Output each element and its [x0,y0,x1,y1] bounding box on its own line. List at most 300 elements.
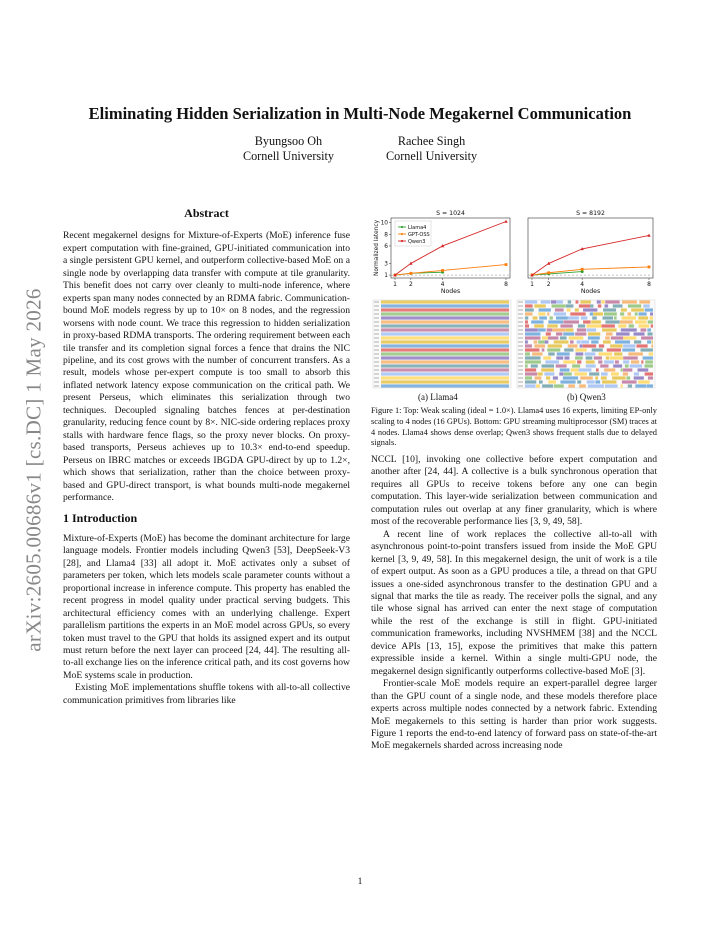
trace-bar [635,384,646,387]
arxiv-sidebar-id: arXiv:2605.00686v1 [cs.DC] 1 May 2026 [21,288,46,652]
trace-bar [568,384,575,387]
trace-bar [650,312,653,315]
author-1 [243,134,334,164]
trace-row-label [374,345,379,346]
trace-row-label [374,309,379,310]
trace-bar [647,340,651,343]
trace-bar [566,304,573,307]
trace-bar [548,380,556,383]
trace-bar [590,312,593,315]
trace-bar [578,324,585,327]
trace-bar [563,320,579,323]
trace-bar [541,368,554,371]
trace-row-label [518,345,523,346]
trace-row-label [374,353,379,354]
figure-caption: Figure 1: Top: Weak scaling (ideal = 1.0×). Llama4 uses 16 experts, limiting EP-only scaling to 4 nodes (16 GPUs). Bottom: GPU streaming multiprocessor (SM) traces at 4 nodes. Llama4 shows dense overlap; Qwen3 shows frequent stalls due to delayed signals. [371,406,657,448]
trace-bar [381,312,509,315]
trace-bar [645,372,653,375]
chart-s8192 [528,210,653,295]
trace-bar [548,320,563,323]
trace-bar [575,356,583,359]
trace-bar [643,304,649,307]
trace-row-label [518,337,523,338]
right-column [371,454,657,753]
trace-bar [635,312,638,315]
trace-bar [590,304,593,307]
trace-bar [635,320,647,323]
trace-bar [604,312,617,315]
trace-bar [525,352,530,355]
trace-bar [586,356,593,359]
trace-row-label [518,305,523,306]
trace-bar [634,332,645,335]
trace-bar [604,304,608,307]
trace-bar [628,384,632,387]
trace-bar [588,336,600,339]
trace-bar [381,380,509,383]
trace-row-label [374,377,379,378]
trace-bar [525,300,537,303]
data-point [647,234,650,237]
trace-bar [623,372,628,375]
trace-row-label [518,329,523,330]
trace-bar [594,356,602,359]
trace-bar [606,332,612,335]
trace-bar [605,336,610,339]
trace-bar [628,304,641,307]
trace-bar [648,376,653,379]
trace-bar [381,340,509,343]
author-affiliation: Cornell University [242,149,334,163]
trace-bar [605,300,619,303]
trace-row-label [374,317,379,318]
trace-bar [621,384,623,387]
trace-bar [623,360,629,363]
trace-bar [542,336,548,339]
trace-bar [575,348,586,351]
trace-bar [596,368,599,371]
trace-bar [651,324,653,327]
trace-bar [568,344,578,347]
trace-bar [381,332,509,335]
trace-row-label [518,317,523,318]
trace-row-label [374,373,379,374]
trace-bar [591,340,598,343]
trace-bar [638,316,648,319]
author-name: Byungsoo Oh [254,134,323,148]
trace-bar [639,324,650,327]
legend-marker [401,240,403,242]
trace-bar [525,364,528,367]
trace-row-label [374,329,379,330]
trace-bar [597,300,601,303]
trace-bar [641,360,643,363]
trace-bar [589,372,599,375]
trace-bar [560,324,572,327]
trace-bar [588,384,604,387]
trace-bar [554,340,569,343]
trace-bar [525,380,536,383]
trace-bar [640,348,652,351]
trace-bar [534,340,538,343]
trace-bar [576,300,579,303]
trace-bar [601,372,608,375]
trace-bar [580,344,583,347]
right-paragraph-3: Frontier-scale MoE models require an expert-parallel degree larger than the GPU count of a single node, and these models therefore place experts across multiple nodes connected by a network fabric. Extending MoE megakernels to this setting is harder than prior work suggests. Figure 1 reports the end-to-end latency of forward pass on state-of-the-art MoE megakernels sharded across increasing node [371,678,657,752]
trace-bar [611,372,619,375]
chart-title: S = 1024 [436,210,465,217]
trace-bar [560,380,575,383]
trace-bar [556,364,567,367]
trace-bar [525,340,528,343]
trace-row-label [374,321,379,322]
trace-row-label [518,377,523,378]
trace-bar [525,328,538,331]
trace-bar [554,312,566,315]
chart-title: S = 8192 [576,210,605,217]
trace-bar [555,308,564,311]
trace-bar [595,380,600,383]
trace-bar [616,332,629,335]
trace-bar [381,348,509,351]
trace-bar [581,340,589,343]
trace-bar [551,300,557,303]
y-axis-label: Normalized latency [374,219,380,277]
trace-row-label [518,321,523,322]
data-point [505,263,508,266]
trace-bar [556,356,563,359]
author-name: Rachee Singh [397,134,466,148]
trace-bar [634,372,639,375]
trace-bar [568,300,571,303]
trace-bar [563,332,574,335]
trace-bar [566,328,574,331]
trace-bar [381,364,509,367]
trace-bar [644,364,653,367]
trace-bar [623,368,632,371]
trace-bar [631,360,639,363]
subcaption-b: (b) Qwen3 [567,392,606,402]
trace-bar [602,380,616,383]
trace-bar [554,384,564,387]
trace-bar [648,320,653,323]
trace-bar [614,352,622,355]
trace-row-label [374,385,379,386]
trace-bar [637,344,648,347]
right-paragraph-2: A recent line of work replaces the collective all-to-all with asynchronous point-to-point transfers issued from inside the MoE GPU kernel [3, 9, 49, 58]. In this megakernel design, the unit of work is a tile of expert output. As soon as a GPU produces a tile, a thread on that GPU issues a one-sided asynchronous transfer to the destination GPU and a signal that marks the tile as ready. The receiver polls the signal, and any tile whose signal has arrived can enter the next stage of computation while the rest of the exchange is still in flight. GPU-initiated communication frameworks, including NVSHMEM [38] and the NCCL device APIs [13, 15], expose the primitives that make this pattern expressible inside a kernel. Within a single multi-GPU node, the megakernel design significantly outperforms collective-based MoE [3]. [371,528,657,677]
author-2 [386,134,477,164]
author-affiliation: Cornell University [386,149,478,163]
chart-s1024 [374,210,510,295]
trace-bar [570,340,574,343]
trace-bar [587,328,597,331]
trace-bar [568,316,579,319]
trace-bar [525,308,534,311]
trace-bar [634,340,641,343]
trace-bar [583,308,597,311]
trace-bar [641,328,647,331]
trace-bar [575,332,586,335]
x-tick-label: 2 [546,281,551,288]
trace-bar [557,352,570,355]
trace-bar [381,368,509,371]
trace-row-label [518,309,523,310]
trace-bar [591,320,601,323]
trace-bar [611,336,623,339]
trace-bar [381,352,509,355]
figure-1 [371,206,657,401]
trace-bar [547,312,549,315]
trace-bar [525,348,539,351]
trace-bar [592,316,596,319]
trace-bar [580,300,590,303]
figure-1-graphic [371,206,657,396]
trace-bar [579,304,590,307]
trace-bar [577,340,581,343]
trace-bar [548,344,562,347]
trace-bar [623,344,635,347]
trace-bar [542,364,554,367]
trace-bar [381,360,509,363]
trace-bar [580,376,592,379]
trace-row-label [374,349,379,350]
trace-row-label [374,341,379,342]
trace-bar [560,336,567,339]
trace-bar [651,344,653,347]
trace-bar [525,384,536,387]
page-number: 1 [357,877,363,887]
trace-bar [606,356,610,359]
trace-row-label [374,301,379,302]
trace-bar [525,316,528,319]
trace-bar [579,384,586,387]
trace-bar [381,372,509,375]
trace-row-label [374,365,379,366]
trace-bar [603,316,614,319]
trace-bar [634,376,644,379]
trace-bar [381,320,509,323]
trace-bar [625,364,629,367]
right-paragraph-1: NCCL [10], invoking one collective before expert computation and another after [24, 44]. A collective is a bulk synchronous operation that requires all GPUs to receive tokens before any one can begin computation. This layer-wide serialization between communication and computation rules out overlap at any finer granularity, which is where most of the recoverable performance lies [3, 9, 49, 58]. [371,454,657,528]
trace-bar [583,344,596,347]
subcaption-a: (a) Llama4 [418,392,458,402]
trace-bar [613,364,622,367]
trace-bar [569,336,584,339]
y-tick-label: 8 [384,232,388,239]
trace-bar [560,368,570,371]
trace-bar [525,336,540,339]
trace-bar [579,368,592,371]
trace-bar [525,368,536,371]
trace-bar [602,328,617,331]
data-point [547,271,550,274]
trace-bar [525,360,541,363]
trace-bar [534,324,544,327]
trace-bar [641,336,653,339]
trace-bar [535,376,542,379]
trace-bar [598,360,602,363]
trace-bar [603,308,616,311]
trace-bar [546,332,551,335]
trace-bar [381,324,509,327]
trace-bar [601,376,607,379]
trace-bar [620,320,633,323]
trace-bar [550,316,553,319]
trace-bar [534,344,545,347]
y-tick-label: 10 [380,220,388,227]
trace-bar [648,332,653,335]
trace-bar [534,304,545,307]
trace-bar [622,300,637,303]
trace-bar [643,356,653,359]
trace-row-label [518,385,523,386]
trace-bar [563,360,575,363]
trace-bar [533,316,538,319]
trace-bar [610,356,623,359]
intro-paragraph-2: Existing MoE implementations shuffle tokens with all-to-all collective communication primitives from libraries like [63,682,350,706]
trace-row-label [518,365,523,366]
trace-bar [652,340,653,343]
trace-bar [564,348,573,351]
trace-bar [639,300,650,303]
trace-bar [531,364,538,367]
trace-bar [577,380,581,383]
x-tick-label: 1 [530,281,534,288]
trace-row-label [374,369,379,370]
trace-bar [599,344,604,347]
legend-marker [401,226,403,228]
trace-bar [552,328,565,331]
trace-bar [548,352,554,355]
trace-bar [571,368,579,371]
trace-bar [607,348,621,351]
trace-bar [543,356,551,359]
trace-bar [538,328,546,331]
paper-title: Eliminating Hidden Serialization in Multi-Node Megakernel Communication [88,104,632,123]
trace-bar [381,304,509,307]
trace-row-label [518,357,523,358]
trace-bar [570,312,585,315]
trace-bar [381,308,509,311]
trace-bar [525,344,532,347]
trace-row-label [518,369,523,370]
trace-bar [615,340,630,343]
trace-bar [603,340,611,343]
trace-bar [532,352,542,355]
trace-bar [542,384,553,387]
trace-bar [539,316,547,319]
trace-row-label [374,337,379,338]
trace-bar [564,372,572,375]
trace-bar [618,324,626,327]
trace-bar [381,344,509,347]
trace-bar [581,316,588,319]
trace-bar [598,304,601,307]
trace-bar [577,360,581,363]
trace-bar [538,312,545,315]
trace-row-label [374,357,379,358]
trace-bar [556,332,562,335]
x-tick-label: 4 [440,281,445,288]
y-tick-label: 1 [384,273,388,280]
trace-bar [574,372,586,375]
left-column [63,207,350,707]
x-tick-label: 4 [580,281,585,288]
x-tick-label: 8 [504,281,508,288]
trace-row-label [518,333,523,334]
trace-bar [585,352,596,355]
trace-row-label [518,381,523,382]
y-tick-label: 3 [384,261,388,268]
trace-row-label [518,373,523,374]
trace-row-label [518,349,523,350]
trace-bar [552,304,566,307]
trace-bar [576,352,584,355]
data-point [581,268,584,271]
trace-bar [605,384,618,387]
author-block [0,134,720,164]
trace-bar [601,300,604,303]
trace-bar [622,316,636,319]
trace-bar [622,380,637,383]
trace-bar [647,328,651,331]
sm-trace-llama4 [373,300,511,388]
trace-bar [649,352,653,355]
trace-bar [548,336,558,339]
x-tick-label: 2 [408,281,413,288]
trace-bar [537,372,542,375]
trace-bar [564,356,569,359]
trace-bar [557,300,563,303]
trace-row-label [374,333,379,334]
trace-row-label [518,301,523,302]
trace-bar [545,340,549,343]
trace-bar [612,376,626,379]
trace-row-label [374,313,379,314]
trace-bar [577,328,586,331]
intro-paragraph-1: Mixture-of-Experts (MoE) has become the dominant architecture for large language models. Frontier models including Qwen3 [53], DeepSeek-V3 [28], and Llama4 [33] all adopt it. MoE activates only a subset of parameters per token, which lets models scale parameter counts without a proportional increase in inference compute. This property has enabled the recent progress in model quality under practical serving budgets. This architectural efficiency comes with an underlying challenge. Expert parallelism partitions the experts in an MoE model across GPUs, so every token must travel to the GPU that holds its assigned expert and its output must return before the next layer can proceed [24, 44]. The resulting all-to-all exchange lies on the inference critical path, and its cost governs how MoE systems scale in production. [63,532,350,681]
trace-bar [553,376,558,379]
trace-bar [621,308,627,311]
trace-bar [610,344,622,347]
trace-bar [381,384,509,387]
trace-row-label [518,325,523,326]
trace-bar [525,324,529,327]
trace-bar [587,324,602,327]
trace-bar [630,364,642,367]
trace-bar [645,360,653,363]
trace-bar [525,332,540,335]
trace-bar [595,376,598,379]
trace-bar [563,376,578,379]
trace-bar [600,364,608,367]
trace-bar [541,300,550,303]
trace-bar [381,328,509,331]
abstract-heading: Abstract [184,206,229,220]
x-axis-label: Nodes [440,288,461,295]
trace-bar [525,376,532,379]
trace-bar [381,356,509,359]
x-tick-label: 1 [393,281,397,288]
y-tick-label: 6 [384,243,388,250]
trace-bar [592,348,603,351]
x-tick-label: 8 [647,281,651,288]
trace-bar [628,352,643,355]
trace-bar [638,368,649,371]
trace-bar [547,348,560,351]
trace-bar [631,308,644,311]
trace-bar [536,384,540,387]
